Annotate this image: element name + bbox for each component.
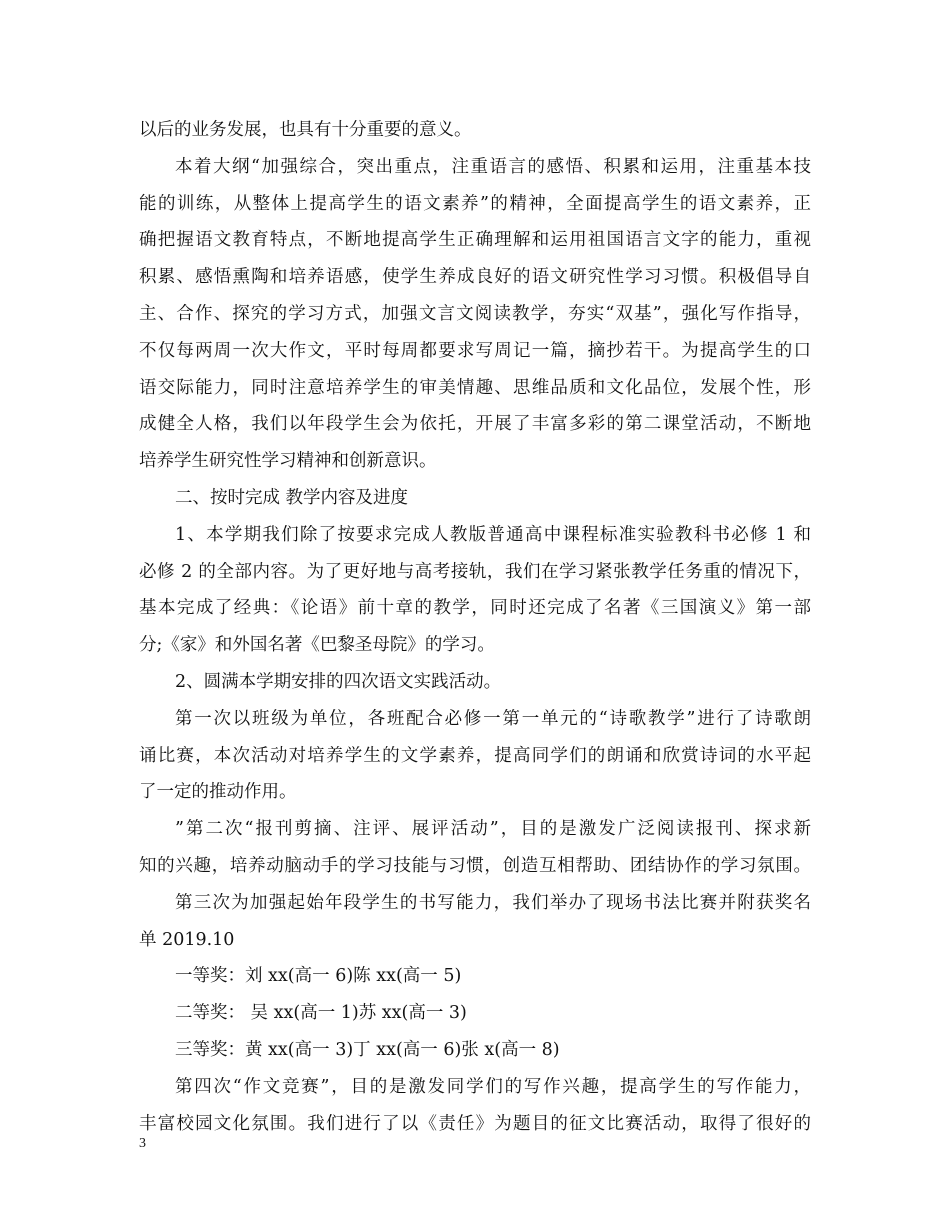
award-line: 三等奖：黄 xx(高一 3)丁 xx(高一 6)张 x(高一 8): [175, 1039, 560, 1060]
text-line: 第一次以班级为单位，各班配合必修一第一单元的“诗歌教学”进行了诗歌朗: [175, 708, 811, 729]
text-line: 了一定的推动作用。: [139, 782, 297, 803]
text-line: 丰富校园文化氛围。我们进行了以《责任》为题目的征文比赛活动，取得了很好的: [139, 1113, 811, 1134]
text-line: 确把握语文教育特点，不断地提高学生正确理解和运用祖国语言文字的能力，重视: [139, 230, 811, 251]
section-heading: 二、按时完成 教学内容及进度: [175, 487, 409, 508]
text-line: 分;《家》和外国名著《巴黎圣母院》的学习。: [139, 635, 495, 656]
text-line: 1、本学期我们除了按要求完成人教版普通高中课程标准实验教科书必修 1 和: [175, 524, 811, 545]
text-line: 第四次“作文竞赛”，目的是激发同学们的写作兴趣，提高学生的写作能力，: [175, 1076, 811, 1097]
award-line: 二等奖： 吴 xx(高一 1)苏 xx(高一 3): [175, 1003, 467, 1024]
text-line: 2、圆满本学期安排的四次语文实践活动。: [175, 671, 502, 692]
document-body: [139, 112, 811, 1142]
text-line: 本着大纲“加强综合，突出重点，注重语言的感悟、积累和运用，注重基本技: [175, 156, 811, 177]
text-line: 成健全人格，我们以年段学生会为依托，开展了丰富多彩的第二课堂活动，不断地: [139, 414, 811, 435]
text-line: 能的训练，从整体上提高学生的语文素养”的精神，全面提高学生的语文素养，正: [139, 193, 811, 214]
text-line: 必修 2 的全部内容。为了更好地与高考接轨，我们在学习紧张教学任务重的情况下，: [139, 561, 811, 582]
text-line: 以后的业务发展，也具有十分重要的意义。: [139, 120, 472, 140]
text-line: 基本完成了经典：《论语》前十章的教学，同时还完成了名著《三国演义》第一部: [139, 598, 811, 619]
text-line: 知的兴趣，培养动脑动手的学习技能与习惯，创造互相帮助、团结协作的学习氛围。: [139, 855, 811, 876]
text-line: 语交际能力，同时注意培养学生的审美情趣、思维品质和文化品位，发展个性，形: [139, 377, 811, 398]
award-line: 一等奖：刘 xx(高一 6)陈 xx(高一 5): [175, 966, 462, 987]
text-line: 单 2019.10: [139, 929, 235, 950]
text-line: ”第二次“报刊剪摘、注评、展评活动”，目的是激发广泛阅读报刊、探求新: [175, 819, 811, 840]
page-number: 3: [139, 1136, 146, 1151]
text-line: 不仅每两周一次大作文，平时每周都要求写周记一篇，摘抄若干。为提高学生的口: [139, 340, 811, 361]
text-line: 第三次为加强起始年段学生的书写能力，我们举办了现场书法比赛并附获奖名: [175, 892, 811, 913]
text-line: 诵比赛，本次活动对培养学生的文学素养，提高同学们的朗诵和欣赏诗词的水平起: [139, 745, 811, 766]
text-line: 培养学生研究性学习精神和创新意识。: [139, 451, 437, 472]
text-line: 主、合作、探究的学习方式，加强文言文阅读教学，夯实“双基”，强化写作指导，: [139, 303, 811, 324]
text-line: 积累、感悟熏陶和培养语感，使学生养成良好的语文研究性学习习惯。积极倡导自: [139, 267, 811, 288]
